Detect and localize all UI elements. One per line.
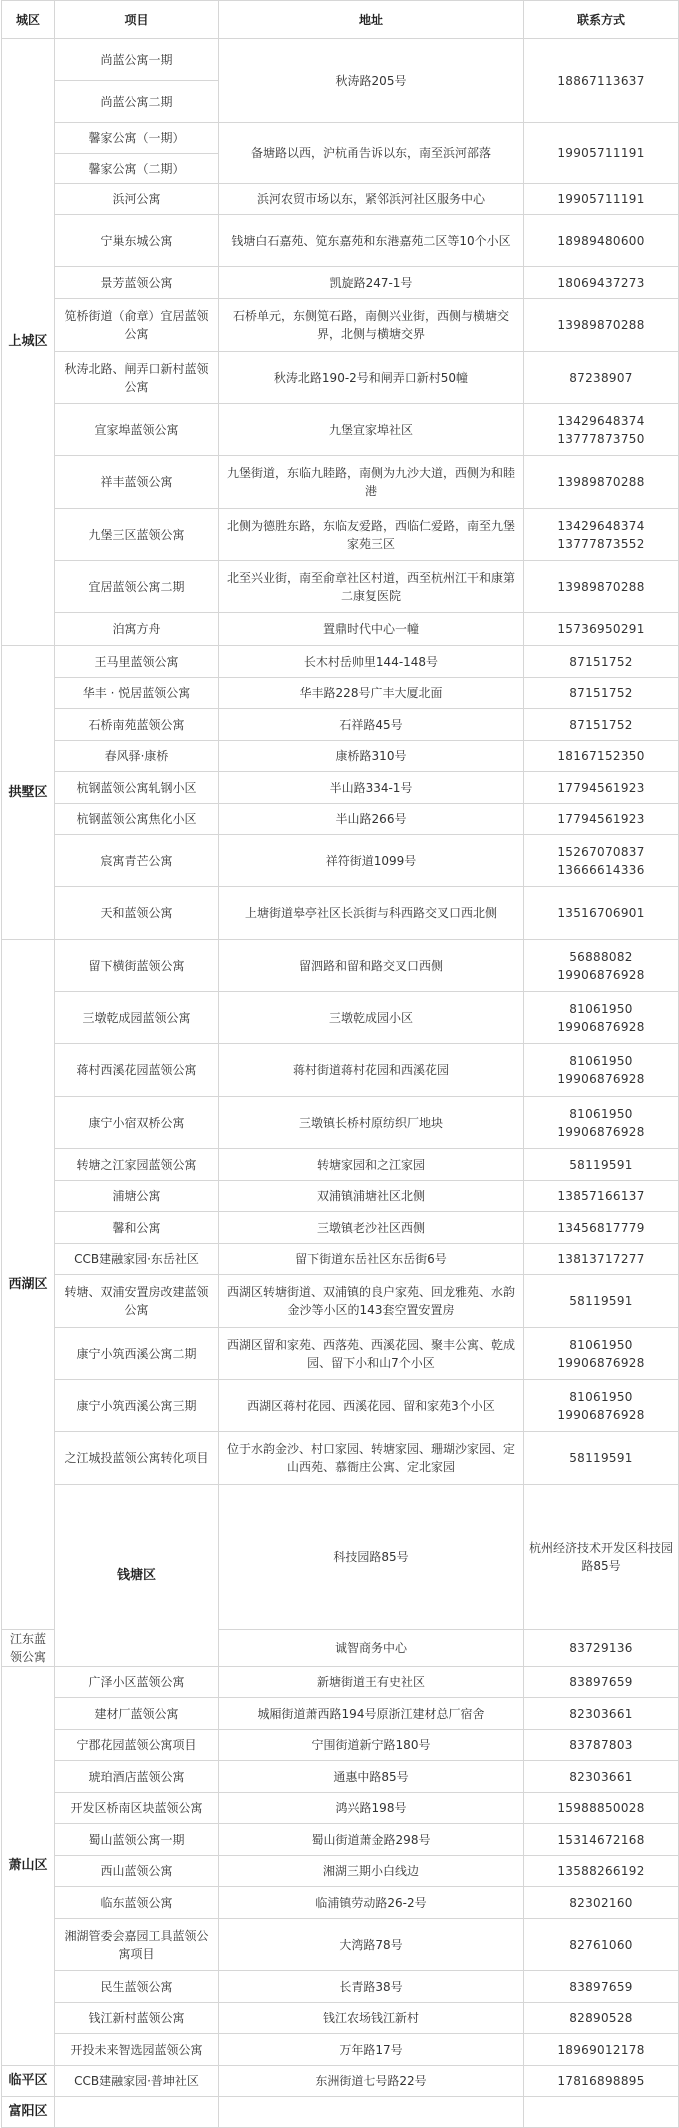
address-cell: 位于水韵金沙、村口家园、转塘家园、珊瑚沙家园、定山西苑、慕衙庄公寓、定北家园 [219,1432,524,1485]
contact-cell: 82303661 [524,1698,679,1730]
project-cell: 杭钢蓝领公寓轧钢小区 [55,772,219,804]
address-cell: 秋涛北路190-2号和闸弄口新村50幢 [219,352,524,404]
contact-cell: 18989480600 [524,215,679,267]
district-linping: 临平区 [2,2066,55,2097]
table-row [2,352,679,404]
address-cell: 九堡宣家埠社区 [219,404,524,456]
address-cell: 西湖区转塘街道、双浦镇的良户家苑、回龙雅苑、水韵金沙等小区的143套空置安置房 [219,1275,524,1328]
header-contact: 联系方式 [524,1,679,39]
project-cell: 杭钢蓝领公寓焦化小区 [55,804,219,835]
project-cell: 尚蓝公寓二期 [55,81,219,123]
table-row [2,39,679,81]
table-row [2,1212,679,1244]
address-cell: 临浦镇劳动路26-2号 [219,1887,524,1919]
contact-cell: 83897659 [524,1971,679,2003]
district-qiantang: 钱塘区 [55,1485,219,1667]
contact-cell: 83897659 [524,1667,679,1698]
table-row [2,1824,679,1856]
project-cell: 转塘、双浦安置房改建蓝领公寓 [55,1275,219,1328]
table-row [2,940,679,992]
table-row [2,772,679,804]
table-row [2,1244,679,1275]
address-cell: 鸿兴路198号 [219,1793,524,1824]
table-row [2,1275,679,1328]
table-row [2,1667,679,1698]
apartment-table [1,0,679,2128]
contact-cell: 17794561923 [524,804,679,835]
project-cell: 馨家公寓（一期） [55,123,219,154]
project-cell: 三墩乾成园蓝领公寓 [55,992,219,1044]
contact-cell: 82303661 [524,1761,679,1793]
district-fuyang: 富阳区 [2,2097,55,2128]
contact-cell: 13456817779 [524,1212,679,1244]
contact-cell: 58119591 [524,1149,679,1181]
table-row [2,1761,679,1793]
contact-cell: 13989870288 [524,299,679,352]
project-cell: 湘湖管委会嘉园工具蓝领公寓项目 [55,1919,219,1971]
address-cell: 凯旋路247-1号 [219,267,524,299]
address-cell: 东洲街道七号路22号 [219,2066,524,2097]
table-row [2,613,679,646]
project-cell: 浜河公寓 [55,184,219,215]
address-cell: 杭州经济技术开发区科技园路85号 [524,1485,679,1630]
address-cell: 钱江农场钱江新村 [219,2003,524,2034]
contact-cell [524,2097,679,2128]
table-row [2,992,679,1044]
table-row [2,1919,679,1971]
address-cell: 留泗路和留和路交叉口西侧 [219,940,524,992]
contact-cell: 13588266192 [524,1856,679,1887]
table-row [2,456,679,509]
table-row [2,1730,679,1761]
project-cell: 广泽小区蓝领公寓 [55,1667,219,1698]
project-cell: 留下横街蓝领公寓 [55,940,219,992]
contact-cell: 19905711191 [524,184,679,215]
contact-cell: 13989870288 [524,456,679,509]
address-cell: 北侧为德胜东路，东临友爱路，西临仁爱路，南至九堡家苑三区 [219,509,524,561]
project-cell: 之江城投蓝领公寓转化项目 [55,1432,219,1485]
table-row [2,646,679,678]
address-cell: 双浦镇浦塘社区北侧 [219,1181,524,1212]
address-cell: 长木村岳帅里144-148号 [219,646,524,678]
address-cell: 湘湖三期小白线边 [219,1856,524,1887]
project-cell: 宁巢东城公寓 [55,215,219,267]
table-row [2,804,679,835]
table-row [2,887,679,940]
address-cell: 石祥路45号 [219,709,524,741]
project-cell: 康宁小宿双桥公寓 [55,1097,219,1149]
table-row [2,741,679,772]
address-cell: 半山路334-1号 [219,772,524,804]
project-cell: 馨家公寓（二期） [55,154,219,184]
project-cell: 开投未来智选园蓝领公寓 [55,2034,219,2066]
project-cell: 科技园路85号 [219,1485,524,1630]
contact-cell: 15988850028 [524,1793,679,1824]
table-row [2,2097,679,2128]
contact-cell: 82890528 [524,2003,679,2034]
project-cell: 宜居蓝领公寓二期 [55,561,219,613]
table-row [2,2003,679,2034]
project-cell: 秋涛北路、闸弄口新村蓝领公寓 [55,352,219,404]
contact-cell: 17816898895 [524,2066,679,2097]
project-cell: 蒋村西溪花园蓝领公寓 [55,1044,219,1097]
project-cell: CCB建融家园·东岳社区 [55,1244,219,1275]
project-cell: 转塘之江家园蓝领公寓 [55,1149,219,1181]
address-cell: 新塘街道王有史社区 [219,1667,524,1698]
project-cell: 王马里蓝领公寓 [55,646,219,678]
table-row [2,404,679,456]
address-cell: 通惠中路85号 [219,1761,524,1793]
table-row [2,1432,679,1485]
table-row [2,123,679,154]
address-cell: 秋涛路205号 [219,39,524,123]
table-row [2,1149,679,1181]
contact-cell: 15267070837 13666614336 [524,835,679,887]
header-project: 项目 [55,1,219,39]
table-row [2,267,679,299]
header-address: 地址 [219,1,524,39]
address-cell: 华丰路228号广丰大厦北面 [219,678,524,709]
contact-cell: 81061950 19906876928 [524,992,679,1044]
contact-cell: 82302160 [524,1887,679,1919]
header-row [2,1,679,39]
address-cell: 蜀山街道萧金路298号 [219,1824,524,1856]
project-cell: 尚蓝公寓一期 [55,39,219,81]
project-cell: 开发区桥南区块蓝领公寓 [55,1793,219,1824]
table-row [2,2034,679,2066]
project-cell: 西山蓝领公寓 [55,1856,219,1887]
contact-cell: 87151752 [524,678,679,709]
project-cell: 康宁小筑西溪公寓三期 [55,1380,219,1432]
address-cell: 城厢街道萧西路194号原浙江建材总厂宿舍 [219,1698,524,1730]
contact-cell: 13857166137 [524,1181,679,1212]
project-cell: 民生蓝领公寓 [55,1971,219,2003]
district-shangcheng: 上城区 [2,39,55,646]
project-cell: 临东蓝领公寓 [55,1887,219,1919]
contact-cell: 56888082 19906876928 [524,940,679,992]
project-cell: 蜀山蓝领公寓一期 [55,1824,219,1856]
table-row [2,835,679,887]
address-cell: 石桥单元，东侧笕石路，南侧兴业街，西侧与横塘交界，北侧与横塘交界 [219,299,524,352]
table-row [2,561,679,613]
address-cell: 万年路17号 [219,2034,524,2066]
address-cell: 西湖区蒋村花园、西溪花园、留和家苑3个小区 [219,1380,524,1432]
address-cell: 留下街道东岳社区东岳街6号 [219,1244,524,1275]
project-cell: 九堡三区蓝领公寓 [55,509,219,561]
address-cell: 三墩镇长桥村原纺织厂地块 [219,1097,524,1149]
table-row [2,299,679,352]
project-cell [55,2097,219,2128]
table-row [2,1698,679,1730]
project-cell: 馨和公寓 [55,1212,219,1244]
contact-cell: 87238907 [524,352,679,404]
contact-cell: 13813717277 [524,1244,679,1275]
project-cell: 康宁小筑西溪公寓二期 [55,1328,219,1380]
table-row [2,1793,679,1824]
contact-cell: 87151752 [524,709,679,741]
table-row [2,709,679,741]
address-cell: 浜河农贸市场以东，紧邻浜河社区服务中心 [219,184,524,215]
contact-cell: 83729136 [524,1630,679,1667]
address-cell: 诚智商务中心 [219,1630,524,1667]
contact-cell: 83787803 [524,1730,679,1761]
contact-cell: 15736950291 [524,613,679,646]
contact-cell: 87151752 [524,646,679,678]
contact-cell: 82761060 [524,1919,679,1971]
project-cell: 天和蓝领公寓 [55,887,219,940]
address-cell: 祥符街道1099号 [219,835,524,887]
address-cell: 长青路38号 [219,1971,524,2003]
address-cell: 置鼎时代中心一幢 [219,613,524,646]
table-row [2,1856,679,1887]
table-row [2,1328,679,1380]
project-cell: 泊寓方舟 [55,613,219,646]
contact-cell: 15314672168 [524,1824,679,1856]
address-cell: 宁围街道新宁路180号 [219,1730,524,1761]
project-cell: 宣家埠蓝领公寓 [55,404,219,456]
project-cell: 江东蓝领公寓 [2,1630,55,1667]
contact-cell: 58119591 [524,1275,679,1328]
table-row [2,1971,679,2003]
table-row [2,1380,679,1432]
contact-cell: 17794561923 [524,772,679,804]
table-row [2,1181,679,1212]
table-row [2,1044,679,1097]
contact-cell: 13429648374 13777873552 [524,509,679,561]
project-cell: CCB建融家园·普坤社区 [55,2066,219,2097]
project-cell: 石桥南苑蓝领公寓 [55,709,219,741]
table-row [2,1485,679,1630]
contact-cell: 18867113637 [524,39,679,123]
address-cell: 九堡街道，东临九睦路，南侧为九沙大道，西侧为和睦港 [219,456,524,509]
address-cell: 上塘街道皋亭社区长浜街与科西路交叉口西北侧 [219,887,524,940]
address-cell: 钱塘白石嘉苑、笕东嘉苑和东港嘉苑二区等10个小区 [219,215,524,267]
project-cell: 琥珀酒店蓝领公寓 [55,1761,219,1793]
address-cell: 康桥路310号 [219,741,524,772]
contact-cell: 58119591 [524,1432,679,1485]
address-cell: 备塘路以西，沪杭甬告诉以东，南至浜河部落 [219,123,524,184]
contact-cell: 18969012178 [524,2034,679,2066]
contact-cell: 18069437273 [524,267,679,299]
project-cell: 春风驿·康桥 [55,741,219,772]
header-district: 城区 [2,1,55,39]
contact-cell: 81061950 19906876928 [524,1328,679,1380]
address-cell: 转塘家园和之江家园 [219,1149,524,1181]
project-cell: 宸寓青芒公寓 [55,835,219,887]
table-row [2,2066,679,2097]
address-cell [219,2097,524,2128]
table-row [2,184,679,215]
contact-cell: 18167152350 [524,741,679,772]
contact-cell: 81061950 19906876928 [524,1380,679,1432]
address-cell: 北至兴业街，南至俞章社区村道，西至杭州江干和康第二康复医院 [219,561,524,613]
table-row [2,1887,679,1919]
address-cell: 三墩镇老沙社区西侧 [219,1212,524,1244]
district-xihu: 西湖区 [2,940,55,1630]
project-cell: 钱江新村蓝领公寓 [55,2003,219,2034]
contact-cell: 19905711191 [524,123,679,184]
project-cell: 浦塘公寓 [55,1181,219,1212]
contact-cell: 81061950 19906876928 [524,1044,679,1097]
address-cell: 大湾路78号 [219,1919,524,1971]
contact-cell: 13429648374 13777873750 [524,404,679,456]
table-row [2,509,679,561]
project-cell: 笕桥街道（俞章）宜居蓝领公寓 [55,299,219,352]
project-cell: 建材厂蓝领公寓 [55,1698,219,1730]
table-row [2,215,679,267]
project-cell: 华丰 · 悦居蓝领公寓 [55,678,219,709]
project-cell: 宁郡花园蓝领公寓项目 [55,1730,219,1761]
contact-cell: 81061950 19906876928 [524,1097,679,1149]
district-gongshu: 拱墅区 [2,646,55,940]
project-cell: 景芳蓝领公寓 [55,267,219,299]
address-cell: 三墩乾成园小区 [219,992,524,1044]
project-cell: 祥丰蓝领公寓 [55,456,219,509]
address-cell: 西湖区留和家苑、西落苑、西溪花园、聚丰公寓、乾成园、留下小和山7个小区 [219,1328,524,1380]
district-xiaoshan: 萧山区 [2,1667,55,2066]
address-cell: 半山路266号 [219,804,524,835]
contact-cell: 13989870288 [524,561,679,613]
table-row [2,678,679,709]
table-row [2,1097,679,1149]
contact-cell: 13516706901 [524,887,679,940]
address-cell: 蒋村街道蒋村花园和西溪花园 [219,1044,524,1097]
